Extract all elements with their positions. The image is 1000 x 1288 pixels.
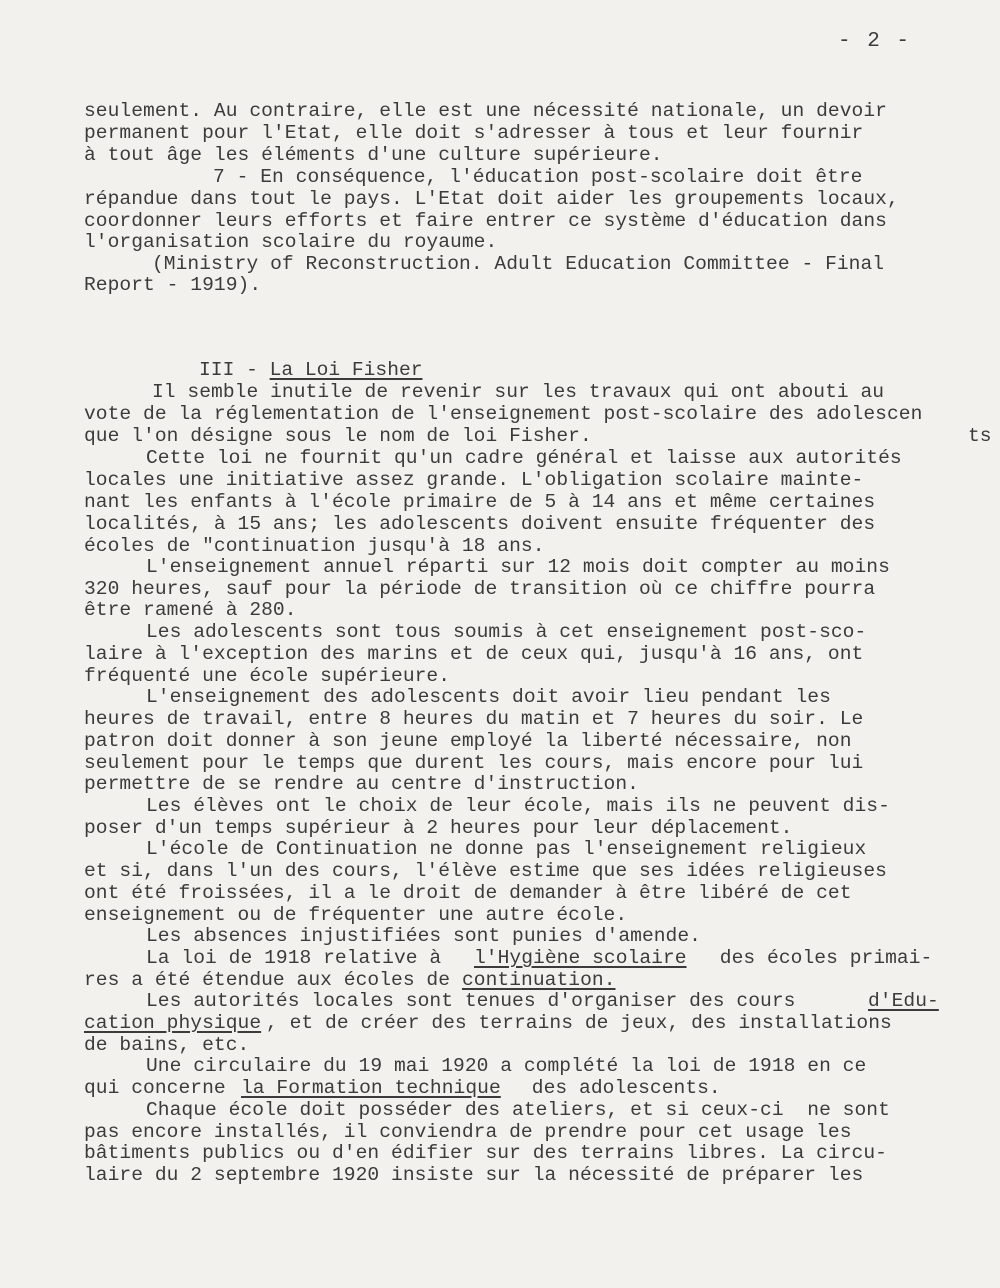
text-line: L'enseignement des adolescents doit avoir lieu pendant les — [146, 686, 831, 708]
text-line: L'enseignement annuel réparti sur 12 mois doit compter au moins — [146, 556, 890, 578]
text-line: 320 heures, sauf pour la période de transition où ce chiffre pourra — [84, 578, 876, 600]
text-line: ts — [968, 425, 992, 447]
text-line: 7 - En conséquence, l'éducation post-scolaire doit être — [213, 166, 863, 188]
text-line: Les élèves ont le choix de leur école, mais ils ne peuvent dis- — [146, 795, 890, 817]
text-line: (Ministry of Reconstruction. Adult Education Committee - Final — [152, 253, 885, 275]
text-line: l'Hygiène scolaire — [474, 947, 687, 969]
text-line: seulement pour le temps que durent les cours, mais encore pour lui — [84, 752, 864, 774]
text-line: locales une initiative assez grande. L'obligation scolaire mainte- — [84, 469, 864, 491]
text-line: Report - 1919). — [84, 274, 262, 296]
text-line: res a été étendue aux écoles de — [84, 969, 462, 991]
text-line: vote de la réglementation de l'enseignement post-scolaire des adolescen — [84, 403, 923, 425]
text-line: Une circulaire du 19 mai 1920 a complété la loi de 1918 en ce — [146, 1055, 867, 1077]
text-line: Les adolescents sont tous soumis à cet enseignement post-sco- — [146, 621, 867, 643]
text-line: permanent pour l'Etat, elle doit s'adresser à tous et leur fournir — [84, 122, 864, 144]
text-line: d'Edu- — [868, 990, 939, 1012]
text-line: cation physique — [84, 1012, 262, 1034]
page-number: - 2 - — [838, 30, 912, 53]
text-line: Les autorités locales sont tenues d'organiser des cours — [146, 990, 808, 1012]
text-line: qui concerne — [84, 1077, 238, 1099]
text-line: seulement. Au contraire, elle est une nécessité nationale, un devoir — [84, 100, 887, 122]
text-line: des adolescents. — [520, 1077, 721, 1099]
text-line: permettre de se rendre au centre d'instruction. — [84, 773, 639, 795]
section-numeral: III - — [199, 359, 270, 381]
text-line: ont été froissées, il a le droit de demander à être libéré de cet — [84, 882, 852, 904]
text-line: des écoles primai- — [708, 947, 933, 969]
text-line: la Formation technique — [241, 1077, 501, 1099]
text-line: enseignement ou de fréquenter une autre école. — [84, 904, 628, 926]
text-line: Chaque école doit posséder des ateliers, et si ceux-ci ne sont — [146, 1099, 890, 1121]
text-line: laire à l'exception des marins et de ceux qui, jusqu'à 16 ans, ont — [84, 643, 864, 665]
text-line: laire du 2 septembre 1920 insiste sur la nécessité de préparer les — [84, 1164, 864, 1186]
text-line: L'école de Continuation ne donne pas l'enseignement religieux — [146, 838, 867, 860]
text-line: heures de travail, entre 8 heures du matin et 7 heures du soir. Le — [84, 708, 864, 730]
text-line: nant les enfants à l'école primaire de 5 à 14 ans et même certaines — [84, 491, 876, 513]
text-line: Il semble inutile de revenir sur les travaux qui ont abouti au — [152, 381, 885, 403]
text-line: bâtiments publics ou d'en édifier sur des terrains libres. La circu- — [84, 1142, 887, 1164]
text-line: à tout âge les éléments d'une culture supérieure. — [84, 144, 663, 166]
text-line: répandue dans tout le pays. L'Etat doit aider les groupements locaux, — [84, 188, 899, 210]
text-line: coordonner leurs efforts et faire entrer ce système d'éducation dans — [84, 210, 887, 232]
text-line: continuation. — [462, 969, 616, 991]
text-line: , et de créer des terrains de jeux, des installations — [266, 1012, 892, 1034]
text-line: La loi de 1918 relative à — [146, 947, 454, 969]
text-line: pas encore installés, il conviendra de prendre pour cet usage les — [84, 1121, 852, 1143]
text-line: être ramené à 280. — [84, 599, 297, 621]
text-line: écoles de "continuation jusqu'à 18 ans. — [84, 535, 545, 557]
text-line: poser d'un temps supérieur à 2 heures pour leur déplacement. — [84, 817, 793, 839]
text-line: Les absences injustifiées sont punies d'amende. — [146, 925, 701, 947]
text-line: Cette loi ne fournit qu'un cadre général et laisse aux autorités — [146, 447, 902, 469]
text-line: l'organisation scolaire du royaume. — [84, 231, 498, 253]
text-line: de bains, etc. — [84, 1034, 250, 1056]
section-title: La Loi Fisher — [269, 359, 423, 381]
text-line: fréquenté une école supérieure. — [84, 665, 451, 687]
text-line: patron doit donner à son jeune employé la liberté nécessaire, non — [84, 730, 852, 752]
text-line: localités, à 15 ans; les adolescents doivent ensuite fréquenter des — [84, 513, 876, 535]
text-line: et si, dans l'un des cours, l'élève estime que ses idées religieuses — [84, 860, 887, 882]
text-line: que l'on désigne sous le nom de loi Fisher. — [84, 425, 592, 447]
